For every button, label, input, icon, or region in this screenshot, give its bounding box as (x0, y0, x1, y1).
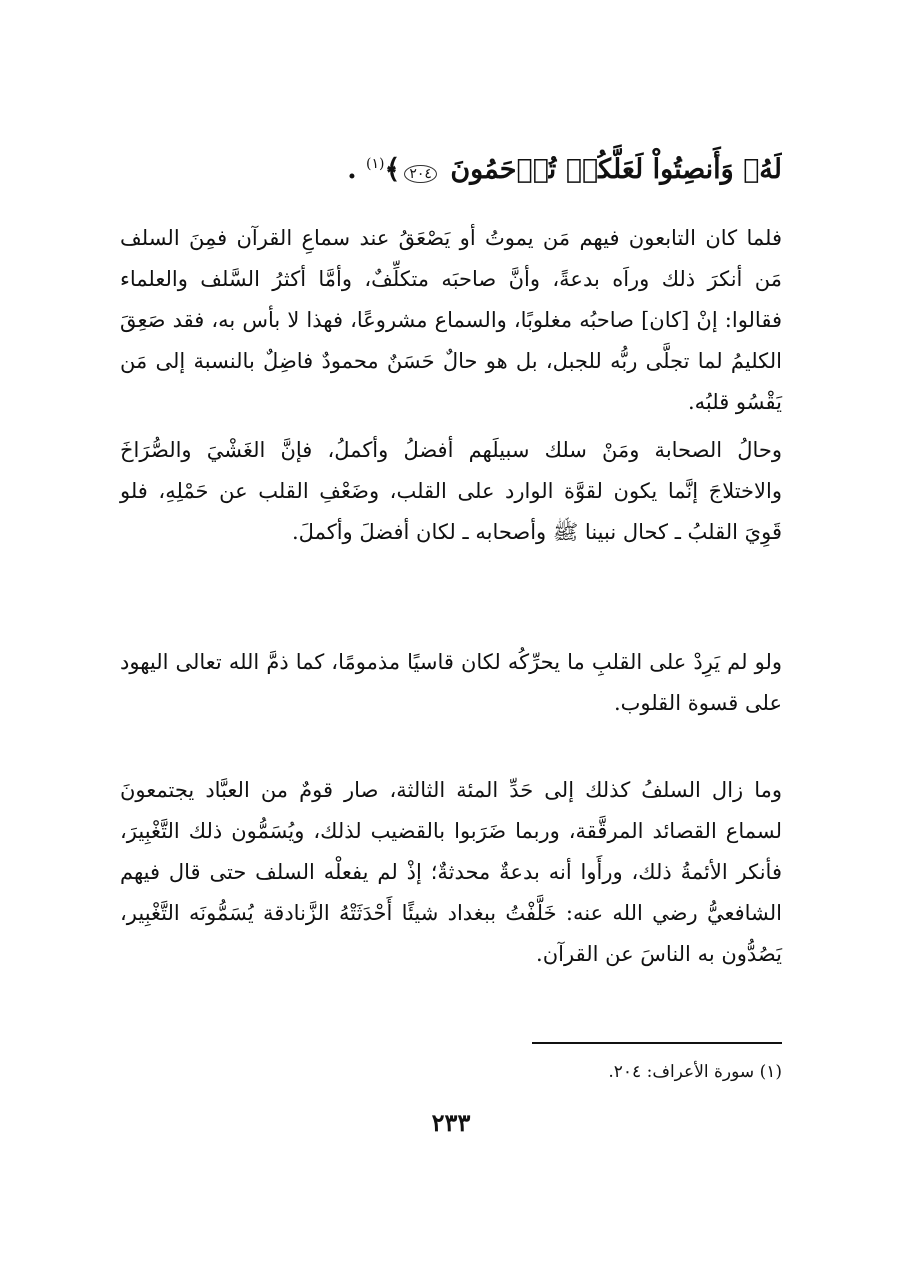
verse-text: لَهُۥ وَأَنصِتُواْ لَعَلَّكُمۡ تُرۡحَمُونَ (450, 154, 782, 185)
verse-end: . (347, 154, 367, 185)
footnote-divider (532, 1042, 782, 1044)
ayah-number: ٢٠٤ (404, 165, 437, 183)
footnote-marker: (١) (366, 156, 385, 172)
footnote: (١) سورة الأعراف: ٢٠٤. (608, 1062, 782, 1082)
paragraph: فلما كان التابعون فيهم مَن يموتُ أو يَصْعَقُ عند سماعِ القرآن فمِنَ السلف مَن أنكرَ ذلك وراَه بدعةً، وأنَّ صاحبَه متكلِّفٌ، وأمَّا أكثرُ السَّلف والعلماء فقالوا: إنْ [كان] صاحبُه مغلوبًا، والسماع مشروعًا، فهذا لا بأس به، فقد صَعِقَ الكليمُ لما تجلَّى ربُّه للجبل، بل هو حالٌ حَسَنٌ محمودٌ فاضِلٌ بالنسبة إلى مَن يَقْسُو قلبُه. (120, 226, 782, 414)
paragraph: وما زال السلفُ كذلك إلى حَدِّ المئة الثالثة، صار قومٌ من العبَّاد يجتمعونَ لسماع القصائد المرقَّقة، وربما ضَرَبوا بالقضيب لذلك، ويُسَمُّون ذلك التَّغْبِيرَ، فأنكر الأئمةُ ذلك، ورأَوا أنه بدعةٌ محدثةٌ؛ إذْ لم يفعلْه السلف حتى قال فيهم الشافعيُّ رضي الله عنه: خَلَّفْتُ ببغداد شيئًا أَحْدَثَتْهُ الزَّنادقة يُسَمُّونَه التَّغْبِير، يَصُدُّون به الناسَ عن القرآن. (120, 778, 782, 966)
paragraph: وحالُ الصحابة ومَنْ سلك سبيلَهم أفضلُ وأكملُ، فإنَّ الغَشْيَ والصُّرَاخَ والاختلاجَ إنَّما يكون لقوَّة الوارد على القلب، وضَعْفِ القلب عن حَمْلِهِ، فلو قَوِيَ القلبُ ـ كحال نبينا ﷺ وأصحابه ـ لكان أفضلَ وأكملَ. (120, 438, 782, 544)
paragraph: ولو لم يَرِدْ على القلبِ ما يحرِّكُه لكان قاسيًا مذمومًا، كما ذمَّ الله تعالى اليهود على قسوة القلوب. (120, 650, 782, 715)
verse-close-bracket: ﴾ (384, 154, 401, 185)
quran-verse-line (120, 140, 782, 188)
page-number: ٢٣٣ (431, 1108, 471, 1137)
book-page (120, 140, 782, 1200)
